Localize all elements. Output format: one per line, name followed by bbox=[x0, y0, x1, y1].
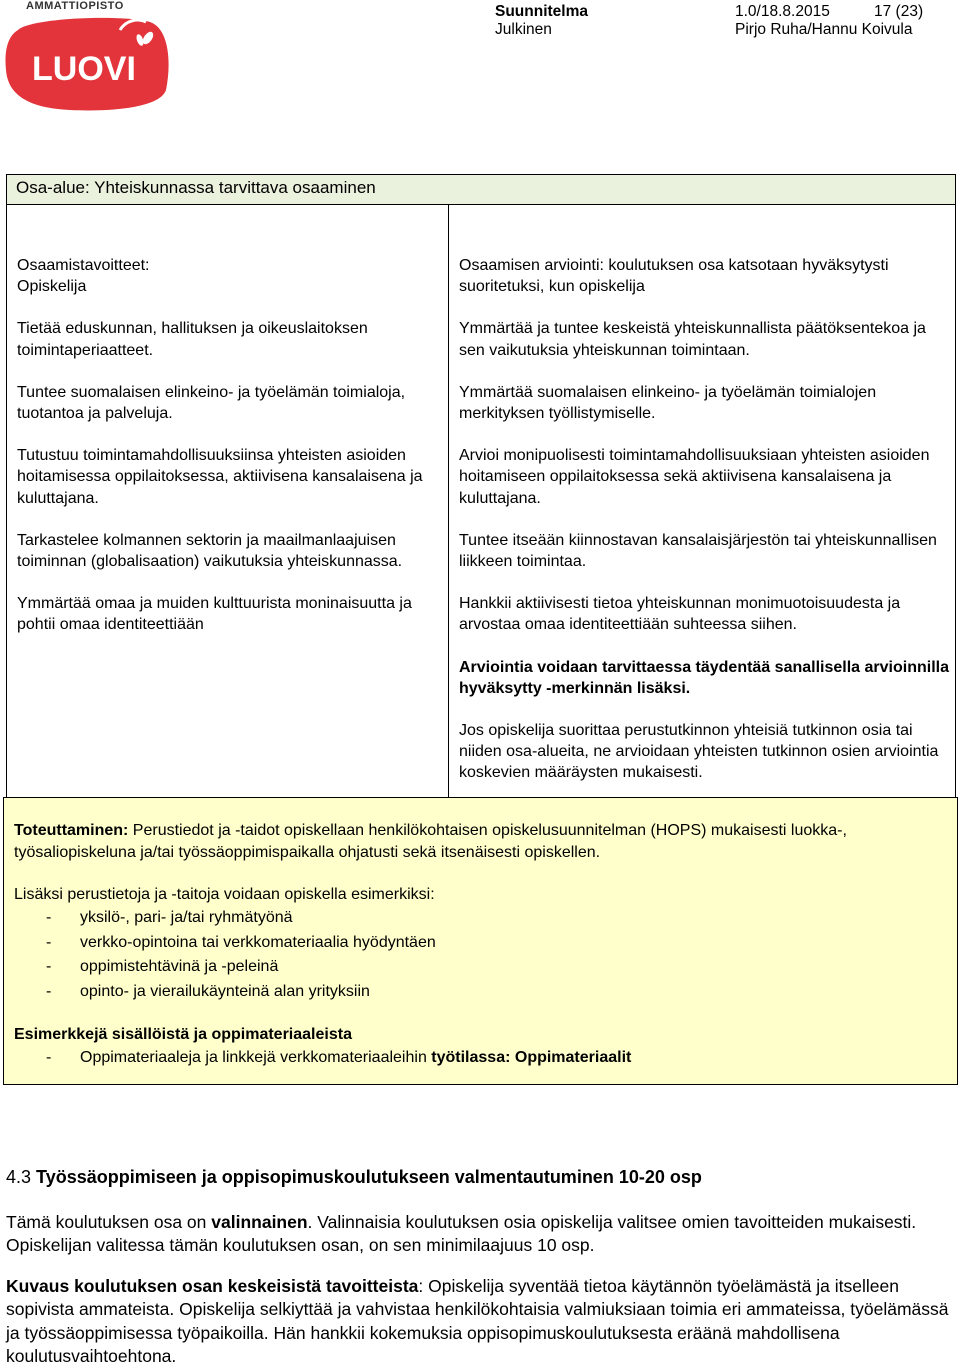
objective-item: Ymmärtää omaa ja muiden kulttuurista moninaisuutta ja pohtii omaa identiteettiään bbox=[17, 595, 412, 634]
objectives-heading bbox=[17, 255, 448, 297]
logo-name-text: LUOVI bbox=[32, 50, 136, 88]
doc-visibility: Julkinen bbox=[495, 21, 552, 38]
doc-type: Suunnitelma bbox=[495, 3, 589, 20]
page-number: 17 (23) bbox=[874, 3, 924, 20]
assessment-item: Ymmärtää ja tuntee keskeistä yhteiskunnallista päätöksentekoa ja sen vaikutuksia yhteiskunnan toimintaan. bbox=[459, 320, 926, 359]
goals-paragraph: Kuvaus koulutuksen osan keskeisistä tavoitteista: Opiskelija syventää tietoa käytännön työelämästä ja itselleen sopivista ammateista. Opiskelija selkiyttää ja vahvistaa henkilökohtaisia valmiuksiaan toimia eri ammateissa, työelämässä ja työssäoppimisessa työpaikoilla. Hän hankkii kokemuksia oppisopimuskoulutuksesta eräänä mahdollisena koulutusvaihtoehtona. bbox=[6, 1275, 949, 1366]
section-heading bbox=[6, 1166, 956, 1190]
examples-item: - Oppimateriaaleja ja linkkejä verkkomateriaaleihin työtilassa: Oppimateriaalit bbox=[46, 1049, 632, 1066]
section-4-3 bbox=[6, 1166, 956, 1372]
list-item: - oppimistehtävinä ja -peleinä bbox=[46, 958, 279, 975]
competence-table bbox=[6, 174, 956, 798]
implementation-text: Perustiedot ja -taidot opiskellaan henkilökohtaisen opiskelusuunnitelman (HOPS) mukaisesti luokka-, työsaliopiskeluna ja/tai työssäoppimispaikalla ohjatusti sekä itsenäisesti opiskellen. bbox=[14, 822, 847, 861]
list-item: - verkko-opintoina tai verkkomateriaalia hyödyntäen bbox=[46, 933, 436, 951]
section-title: Osa-alue: Yhteiskunnassa tarvittava osaaminen bbox=[7, 175, 955, 205]
list-item: - opinto- ja vierailukäynteinä alan yrityksiin bbox=[46, 982, 370, 1000]
assessment-final-note: Jos opiskelija suorittaa perustutkinnon yhteisiä tutkinnon osia tai niiden osa-alueita, ne arvioidaan yhteisten tutkinnon osien arviointia koskevien määräysten mukaisesti. bbox=[459, 722, 939, 782]
objectives-heading-line1: Osaamistavoitteet: bbox=[17, 257, 150, 274]
assessment-item: Ymmärtää suomalaisen elinkeino- ja työelämän toimialojen merkityksen työllistymiselle. bbox=[459, 383, 877, 423]
objectives-column bbox=[7, 205, 449, 797]
methods-list bbox=[14, 906, 957, 1004]
workspace-link[interactable]: työtilassa: Oppimateriaalit bbox=[431, 1049, 632, 1066]
logo-badge-icon bbox=[0, 0, 180, 120]
goals-label: Kuvaus koulutuksen osan keskeisistä tavoitteista bbox=[6, 1275, 419, 1296]
section-number: 4.3 bbox=[6, 1167, 37, 1187]
assessment-bold-note: Arviointia voidaan tarvittaessa täydentää sanallisella arvioinnilla hyväksytty -merkinnän lisäksi. bbox=[459, 658, 949, 697]
objectives-heading-line2: Opiskelija bbox=[17, 278, 87, 296]
assessment-item: Arvioi monipuolisesti toimintamahdollisuuksiaan yhteisten asioiden hoitamiseen oppilaitoksessa sekä aktiivisena kansalaisena ja kuluttajana. bbox=[459, 447, 930, 507]
optional-word: valinnainen bbox=[211, 1211, 308, 1232]
assessment-item: Hankkii aktiivisesti tietoa yhteiskunnan monimuotoisuudesta ja arvostaa omaa identiteettiään suhteessa siihen. bbox=[459, 595, 901, 634]
assessment-item: Tuntee itseään kiinnostavan kansalaisjärjestön tai yhteiskunnallisen liikkeen toimintaa. bbox=[459, 531, 937, 571]
implementation-box bbox=[3, 797, 958, 1085]
implementation-paragraph bbox=[14, 820, 957, 864]
logo-top-text: AMMATTIOPISTO bbox=[26, 0, 124, 12]
luovi-logo bbox=[0, 0, 180, 120]
assessment-column bbox=[449, 205, 955, 797]
doc-authors: Pirjo Ruha/Hannu Koivula bbox=[735, 21, 913, 38]
objective-item: Tutustuu toimintamahdollisuuksiinsa yhteisten asioiden hoitamisessa oppilaitoksessa, aktiivisena kansalaisena ja kuluttajana. bbox=[17, 447, 423, 507]
implementation-label: Toteuttaminen: bbox=[14, 822, 129, 839]
extra-intro: Lisäksi perustietoja ja -taitoja voidaan opiskella esimerkiksi: bbox=[14, 886, 435, 903]
objective-item: Tuntee suomalaisen elinkeino- ja työelämän toimialoja, tuotantoa ja palveluja. bbox=[17, 383, 406, 423]
examples-title: Esimerkkejä sisällöistä ja oppimateriaaleista bbox=[14, 1026, 352, 1043]
section-heading-title: Työssäoppimiseen ja oppisopimuskoulutukseen valmentautuminen 10-20 osp bbox=[36, 1167, 702, 1187]
list-item: - yksilö-, pari- ja/tai ryhmätyönä bbox=[46, 909, 293, 926]
optional-paragraph: Tämä koulutuksen osa on valinnainen. Valinnaisia koulutuksen osia opiskelija valitsee omien tavoitteiden mukaisesti. Opiskelijan valitessa tämän koulutuksen osan, on sen minimilaajuus 10 osp. bbox=[6, 1211, 917, 1255]
objective-item: Tietää eduskunnan, hallituksen ja oikeuslaitoksen toimintaperiaatteet. bbox=[17, 320, 368, 359]
objective-item: Tarkastelee kolmannen sektorin ja maailmanlaajuisen toiminnan (globalisaation) vaikutuksia yhteiskunnassa. bbox=[17, 531, 403, 571]
assessment-heading: Osaamisen arviointi: koulutuksen osa katsotaan hyväksytysti suoritetuksi, kun opiskelija bbox=[459, 257, 889, 296]
doc-version: 1.0/18.8.2015 bbox=[735, 3, 830, 20]
examples-item-text: Oppimateriaaleja ja linkkejä verkkomateriaaleihin bbox=[80, 1049, 432, 1066]
